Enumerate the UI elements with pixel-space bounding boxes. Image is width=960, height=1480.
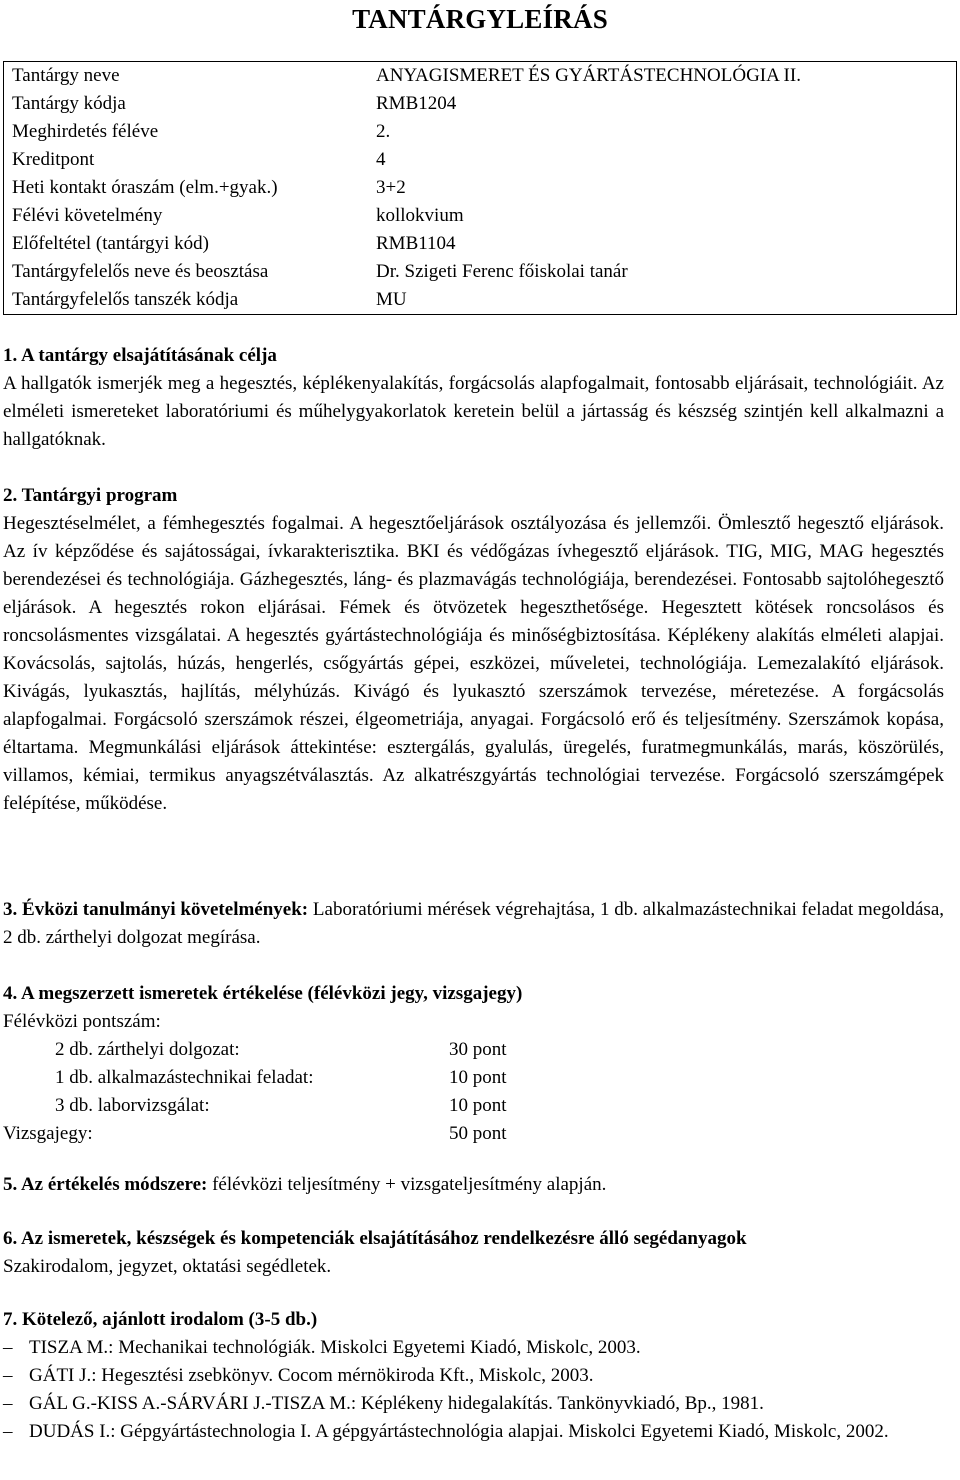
info-label: Tantárgy kódja	[12, 93, 126, 114]
info-row	[4, 118, 957, 146]
literature-text: TISZA M.: Mechanikai technológiák. Miskolci Egyetemi Kiadó, Miskolc, 2003.	[29, 1337, 641, 1358]
section-evaluation	[3, 980, 944, 1148]
section-text: Szakirodalom, jegyzet, oktatási segédletek.	[3, 1256, 332, 1277]
dash-bullet: –	[3, 1393, 13, 1414]
info-row	[4, 230, 957, 258]
points-row	[3, 1092, 944, 1120]
section-heading: 2. Tantárgyi program	[3, 485, 178, 506]
info-label: Előfeltétel (tantárgyi kód)	[12, 233, 209, 254]
info-value: RMB1204	[376, 93, 457, 114]
exam-points: 50 pont	[449, 1123, 507, 1144]
exam-label: Vizsgajegy:	[3, 1123, 93, 1144]
info-row	[4, 202, 957, 230]
literature-item	[3, 1418, 944, 1446]
section-requirements	[3, 896, 944, 952]
points-subheading: Félévközi pontszám:	[3, 1011, 161, 1032]
points-label: 2 db. zárthelyi dolgozat:	[55, 1039, 240, 1060]
requirements-text: Laboratóriumi mérések végrehajtása, 1 db. alkalmazástechnikai feladat megoldása, 2 db. zárthelyi dolgozat megírása.	[3, 899, 945, 948]
literature-item	[3, 1334, 944, 1362]
method-text: félévközi teljesítmény + vizsgateljesítmény alapján.	[212, 1174, 607, 1195]
section-resources	[3, 1225, 944, 1281]
info-label: Félévi követelmény	[12, 205, 163, 226]
info-label: Kreditpont	[12, 149, 95, 170]
section-heading: 1. A tantárgy elsajátításának célja	[3, 345, 277, 366]
points-row	[3, 1036, 944, 1064]
exam-row	[3, 1120, 944, 1148]
section-text: A hallgatók ismerjék meg a hegesztés, képlékenyalakítás, forgácsolás alapfogalmait, fontosabb eljárásait, technológiáit. Az elméleti ismereteket laboratóriumi és műhelygyakorlatok keretein belül a jártasság és készség szintjén kell alkalmazni a hallgatóknak.	[3, 373, 944, 450]
points-label: 1 db. alkalmazástechnikai feladat:	[55, 1067, 314, 1088]
section-heading: 7. Kötelező, ajánlott irodalom (3-5 db.)	[3, 1309, 318, 1330]
section-text	[3, 896, 944, 952]
info-label: Meghirdetés féléve	[12, 121, 159, 142]
literature-item	[3, 1390, 944, 1418]
info-value: 3+2	[376, 177, 406, 198]
section-literature	[3, 1306, 944, 1446]
dash-bullet: –	[3, 1365, 13, 1386]
literature-text: GÁTI J.: Hegesztési zsebkönyv. Cocom mérnökiroda Kft., Miskolc, 2003.	[29, 1365, 594, 1386]
info-row	[4, 286, 957, 315]
points-value: 10 pont	[449, 1067, 507, 1088]
literature-list	[3, 1334, 944, 1446]
info-value: MU	[376, 289, 407, 310]
section-text	[3, 1171, 944, 1199]
info-value: ANYAGISMERET ÉS GYÁRTÁSTECHNOLÓGIA II.	[376, 65, 801, 86]
points-value: 30 pont	[449, 1039, 507, 1060]
section-goal	[3, 342, 944, 454]
section-heading: 4. A megszerzett ismeretek értékelése (félévközi jegy, vizsgajegy)	[3, 983, 523, 1004]
info-value: 2.	[376, 121, 391, 142]
info-value: 4	[376, 149, 386, 170]
section-heading: 3. Évközi tanulmányi követelmények:	[3, 899, 309, 920]
section-heading: 5. Az értékelés módszere:	[3, 1174, 208, 1195]
literature-text: DUDÁS I.: Gépgyártástechnologia I. A gépgyártástechnológia alapjai. Miskolci Egyetemi Kiadó, Miskolc, 2002.	[29, 1421, 889, 1442]
info-value: RMB1104	[376, 233, 456, 254]
dash-bullet: –	[3, 1337, 13, 1358]
info-label: Heti kontakt óraszám (elm.+gyak.)	[12, 177, 278, 198]
document-title: TANTÁRGYLEÍRÁS	[352, 4, 608, 34]
info-label: Tantárgyfelelős neve és beosztása	[12, 261, 269, 282]
section-program	[3, 482, 944, 818]
info-value: Dr. Szigeti Ferenc főiskolai tanár	[376, 261, 628, 282]
section-heading: 6. Az ismeretek, készségek és kompetenciák elsajátításához rendelkezésre álló segédanyagok	[3, 1228, 747, 1249]
literature-text: GÁL G.-KISS A.-SÁRVÁRI J.-TISZA M.: Képlékeny hidegalakítás. Tankönyvkiadó, Bp., 1981.	[29, 1393, 764, 1414]
points-row	[3, 1064, 944, 1092]
info-row	[4, 62, 957, 91]
points-value: 10 pont	[449, 1095, 507, 1116]
info-row	[4, 174, 957, 202]
section-text: Hegesztéselmélet, a fémhegesztés fogalmai. A hegesztőeljárások osztályozása és jellemzői. Ömlesztő hegesztő eljárások. Az ív képződése és sajátosságai, ívkarakterisztika. BKI és védőgázas ívhegesztő eljárások. TIG, MIG, MAG hegesztés berendezései és technológiája. Gázhegesztés, láng- és plazmavágás technológiája, berendezései. Fontosabb sajtolóhegesztő eljárások. A hegesztés rokon eljárásai. Fémek és ötvözetek hegeszthetősége. Hegesztett kötések roncsolásos és roncsolásmentes vizsgálatai. A hegesztés gyártástechnológiája és minőségbiztosítása. Képlékeny alakítás elméleti alapjai. Kovácsolás, sajtolás, húzás, hengerlés, csőgyártás gépei, eszközei, műveletei, technológiája. Lemezalakító eljárások. Kivágás, lyukasztás, hajlítás, mélyhúzás. Kivágó és lyukasztó szerszámok tervezése, méretezése. A forgácsolás alapfogalmai. Forgácsoló szerszámok részei, élgeometriája, anyagai. Forgácsoló erő és teljesítmény. Szerszámok kopása, éltartama. Megmunkálási eljárások áttekintése: esztergálás, gyalulás, üregelés, furatmegmunkálás, marás, köszörülés, villamos, kémiai, termikus anyagszétválasztás. Az alkatrészgyártás technológiai tervezése. Forgácsoló szerszámgépek felépítése, működése.	[3, 513, 944, 814]
literature-item	[3, 1362, 944, 1390]
section-method	[3, 1171, 944, 1199]
points-label: 3 db. laborvizsgálat:	[55, 1095, 210, 1116]
info-value: kollokvium	[376, 205, 464, 226]
info-row	[4, 258, 957, 286]
info-row	[4, 146, 957, 174]
info-label: Tantárgy neve	[12, 65, 120, 86]
dash-bullet: –	[3, 1421, 13, 1442]
course-info-table	[3, 61, 957, 315]
info-label: Tantárgyfelelős tanszék kódja	[12, 289, 239, 310]
info-row	[4, 90, 957, 118]
